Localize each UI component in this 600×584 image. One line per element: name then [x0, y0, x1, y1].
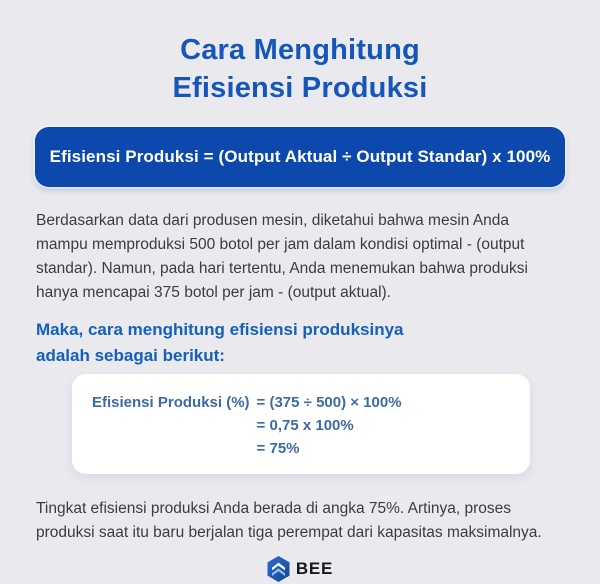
page-title [0, 31, 600, 107]
calculation-card [72, 374, 530, 474]
formula-banner [35, 127, 565, 187]
subheading [36, 317, 564, 369]
calculation-step-2: = 0,75 x 100% [256, 417, 354, 434]
closing-paragraph: Tingkat efisiensi produksi Anda berada di angka 75%. Artinya, proses produksi saat itu baru berjalan tiga perempat dari kapasitas maksimalnya. [36, 500, 542, 541]
calculation-label: Efisiensi Produksi (%) [92, 394, 250, 411]
page-title-line2: Efisiensi Produksi [172, 72, 428, 104]
subheading-line2: adalah sebagai berikut: [36, 346, 225, 365]
formula-banner-text: Efisiensi Produksi = (Output Aktual ÷ Output Standar) x 100% [49, 147, 551, 166]
bee-hexagon-icon [267, 556, 290, 582]
page-title-line1: Cara Menghitung [180, 34, 420, 66]
bee-logo [0, 556, 600, 582]
calculation-step-3: = 75% [256, 440, 300, 457]
intro-paragraph: Berdasarkan data dari produsen mesin, diketahui bahwa mesin Anda mampu memproduksi 500 botol per jam dalam kondisi optimal - (output standar). Namun, pada hari tertentu, Anda menemukan bahwa produksi hanya mencapai 375 botol per jam - (output aktual). [36, 212, 528, 301]
subheading-line1: Maka, cara menghitung efisiensi produksinya [36, 320, 404, 339]
bee-logo-text: BEE [295, 559, 334, 578]
calculation-steps [257, 391, 402, 460]
calculation-step-1: = (375 ÷ 500) × 100% [256, 394, 402, 411]
